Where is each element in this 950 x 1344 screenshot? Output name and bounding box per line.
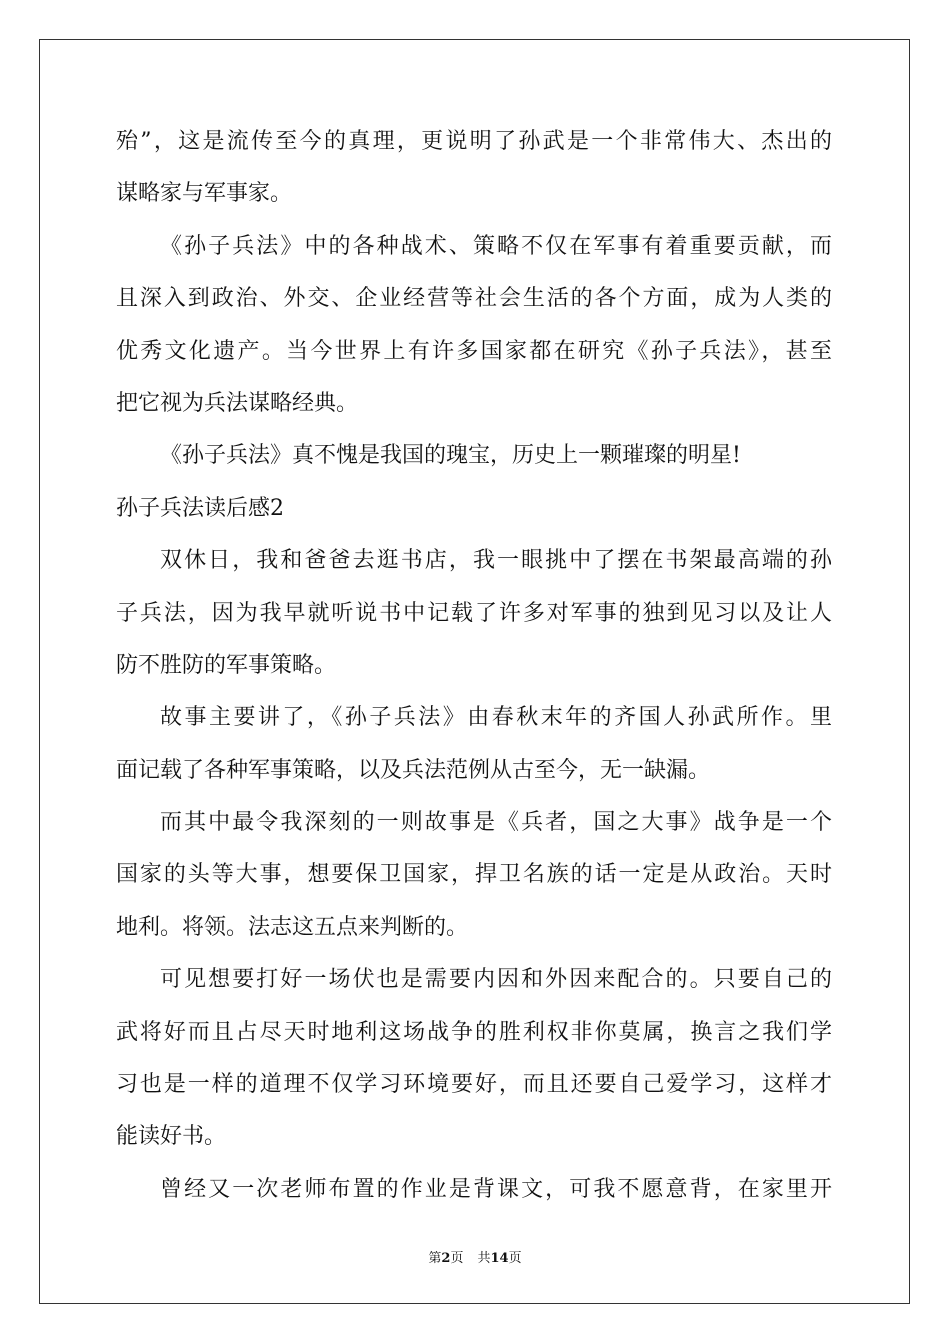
document-body — [116, 129, 832, 1229]
text-line-13: 面记载了各种军事策略，以及兵法范例从古至今，无一缺漏。 — [116, 757, 711, 783]
text-line-1: 殆”，这是流传至今的真理，更说明了孙武是一个非常伟大、杰出的 — [116, 129, 832, 154]
text-line-14: 而其中最令我深刻的一则故事是《兵者，国之大事》战争是一个 — [160, 810, 832, 836]
text-line-6: 把它视为兵法谋略经典。 — [116, 390, 359, 416]
text-line-15: 国家的头等大事，想要保卫国家，捍卫名族的话一定是从政治。天时 — [116, 862, 832, 888]
page-suffix: 页 — [450, 1251, 464, 1266]
text-line-4: 且深入到政治、外交、企业经营等社会生活的各个方面，成为人类的 — [116, 286, 832, 312]
text-line-3: 《孙子兵法》中的各种战术、策略不仅在军事有着重要贡献，而 — [160, 233, 832, 259]
page-prefix: 第 — [428, 1251, 442, 1266]
text-line-10: 子兵法，因为我早就听说书中记载了许多对军事的独到见习以及让人 — [116, 600, 832, 626]
text-line-12: 故事主要讲了，《孙子兵法》由春秋末年的齐国人孙武所作。里 — [160, 705, 832, 731]
page-footer — [0, 1247, 950, 1266]
text-line-2: 谋略家与军事家。 — [116, 181, 293, 207]
text-line-5: 优秀文化遗产。当今世界上有许多国家都在研究《孙子兵法》，甚至 — [116, 338, 832, 364]
text-line-20: 能读好书。 — [116, 1124, 227, 1150]
text-line-18: 武将好而且占尽天时地利这场战争的胜利权非你莫属，换言之我们学 — [116, 1019, 832, 1045]
text-line-21: 曾经又一次老师布置的作业是背课文，可我不愿意背，在家里开 — [160, 1176, 832, 1202]
total-suffix: 页 — [508, 1251, 522, 1266]
total-pages: 14 — [490, 1251, 509, 1266]
total-prefix: 共 — [477, 1251, 491, 1266]
text-line-17: 可见想要打好一场伏也是需要内因和外因来配合的。只要自己的 — [160, 967, 832, 993]
text-line-16: 地利。将领。法志这五点来判断的。 — [116, 914, 469, 940]
text-line-11: 防不胜防的军事策略。 — [116, 652, 337, 678]
page-number: 2 — [441, 1251, 451, 1266]
text-line-7: 《孙子兵法》真不愧是我国的瑰宝，历史上一颗璀璨的明星! — [160, 443, 741, 469]
text-line-19: 习也是一样的道理不仅学习环境要好，而且还要自己爱学习，这样才 — [116, 1072, 832, 1098]
text-line-9: 双休日，我和爸爸去逛书店，我一眼挑中了摆在书架最高端的孙 — [160, 548, 832, 574]
section-heading: 孙子兵法读后感2 — [116, 495, 284, 521]
